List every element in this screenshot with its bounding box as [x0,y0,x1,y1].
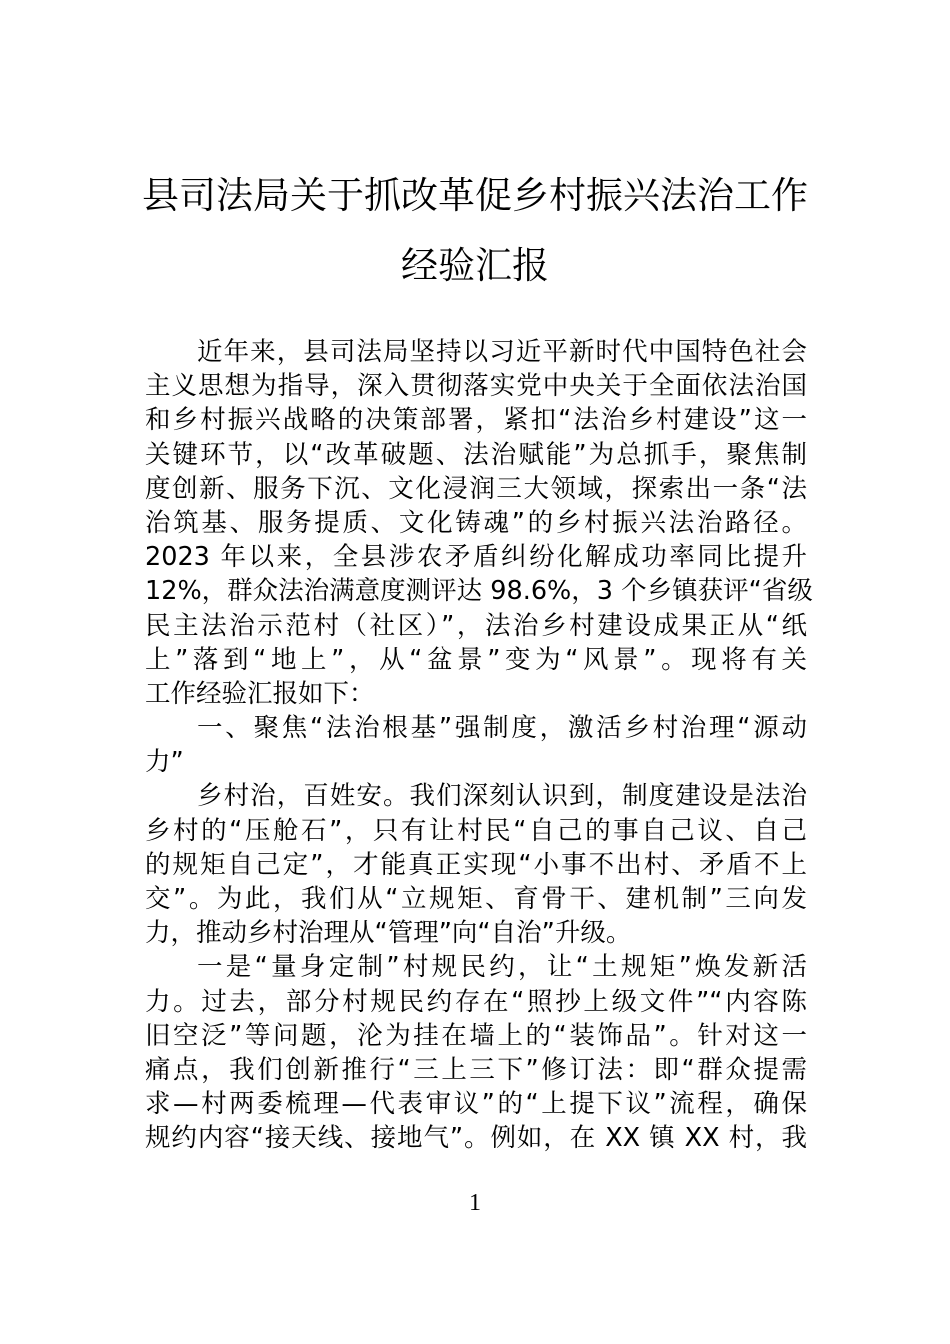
page-number: 1 [469,1190,481,1216]
body-line: 力，推动乡村治理从“管理”向“自治”升级。 [145,918,632,949]
body-line: 工作经验汇报如下： [145,678,375,709]
body-line: 近年来，县司法局坚持以习近平新时代中国特色社会 [197,337,807,367]
body-line: 2023 年以来，全县涉农矛盾纠纷化解成功率同比提升 [145,542,807,573]
document-body [145,335,813,1156]
body-line: 的规矩自己定”，才能真正实现“小事不出村、矛盾不上 [145,849,807,880]
body-line: 旧空泛”等问题，沦为挂在墙上的“装饰品”。针对这一 [145,1020,807,1051]
body-line: 乡村治，百姓安。我们深刻认识到，制度建设是法治 [197,781,807,812]
body-line: 力。过去，部分村规民约存在“照抄上级文件”“内容陈 [145,986,807,1017]
document-title-line-2: 经验汇报 [401,244,549,287]
body-line: 关键环节，以“改革破题、法治赋能”为总抓手，聚焦制 [145,439,807,470]
body-line: 治筑基、服务提质、文化铸魂”的乡村振兴法治路径。 [145,507,807,538]
body-line: 主义思想为指导，深入贯彻落实党中央关于全面依法治国 [145,371,807,402]
body-line: 上”落到“地上”，从“盆景”变为“风景”。现将有关 [145,644,807,675]
body-line: 和乡村振兴战略的决策部署，紧扣“法治乡村建设”这一 [145,405,807,436]
section-heading-line: 一、聚焦“法治根基”强制度，激活乡村治理“源动 [197,713,807,744]
body-line: 民主法治示范村（社区）”，法治乡村建设成果正从“纸 [145,610,807,641]
body-line: 痛点，我们创新推行“三上三下”修订法：即“群众提需 [145,1054,807,1085]
document-title-line-1: 县司法局关于抓改革促乡村振兴法治工作 [142,174,808,217]
body-line: 规约内容“接天线、接地气”。例如，在 XX 镇 XX 村，我 [145,1123,807,1154]
body-line: 乡村的“压舱石”，只有让村民“自己的事自己议、自己 [145,815,807,846]
body-line: 12%，群众法治满意度测评达 98.6%，3 个乡镇获评“省级 [145,576,813,607]
body-line: 度创新、服务下沉、文化浸润三大领域，探索出一条“法 [145,473,807,504]
body-line: 求—村两委梳理—代表审议”的“上提下议”流程，确保 [145,1089,807,1120]
body-line: 交”。为此，我们从“立规矩、育骨干、建机制”三向发 [145,884,807,914]
body-line: 一是“量身定制”村规民约，让“土规矩”焕发新活 [197,952,807,983]
section-heading-line: 力” [145,747,184,778]
